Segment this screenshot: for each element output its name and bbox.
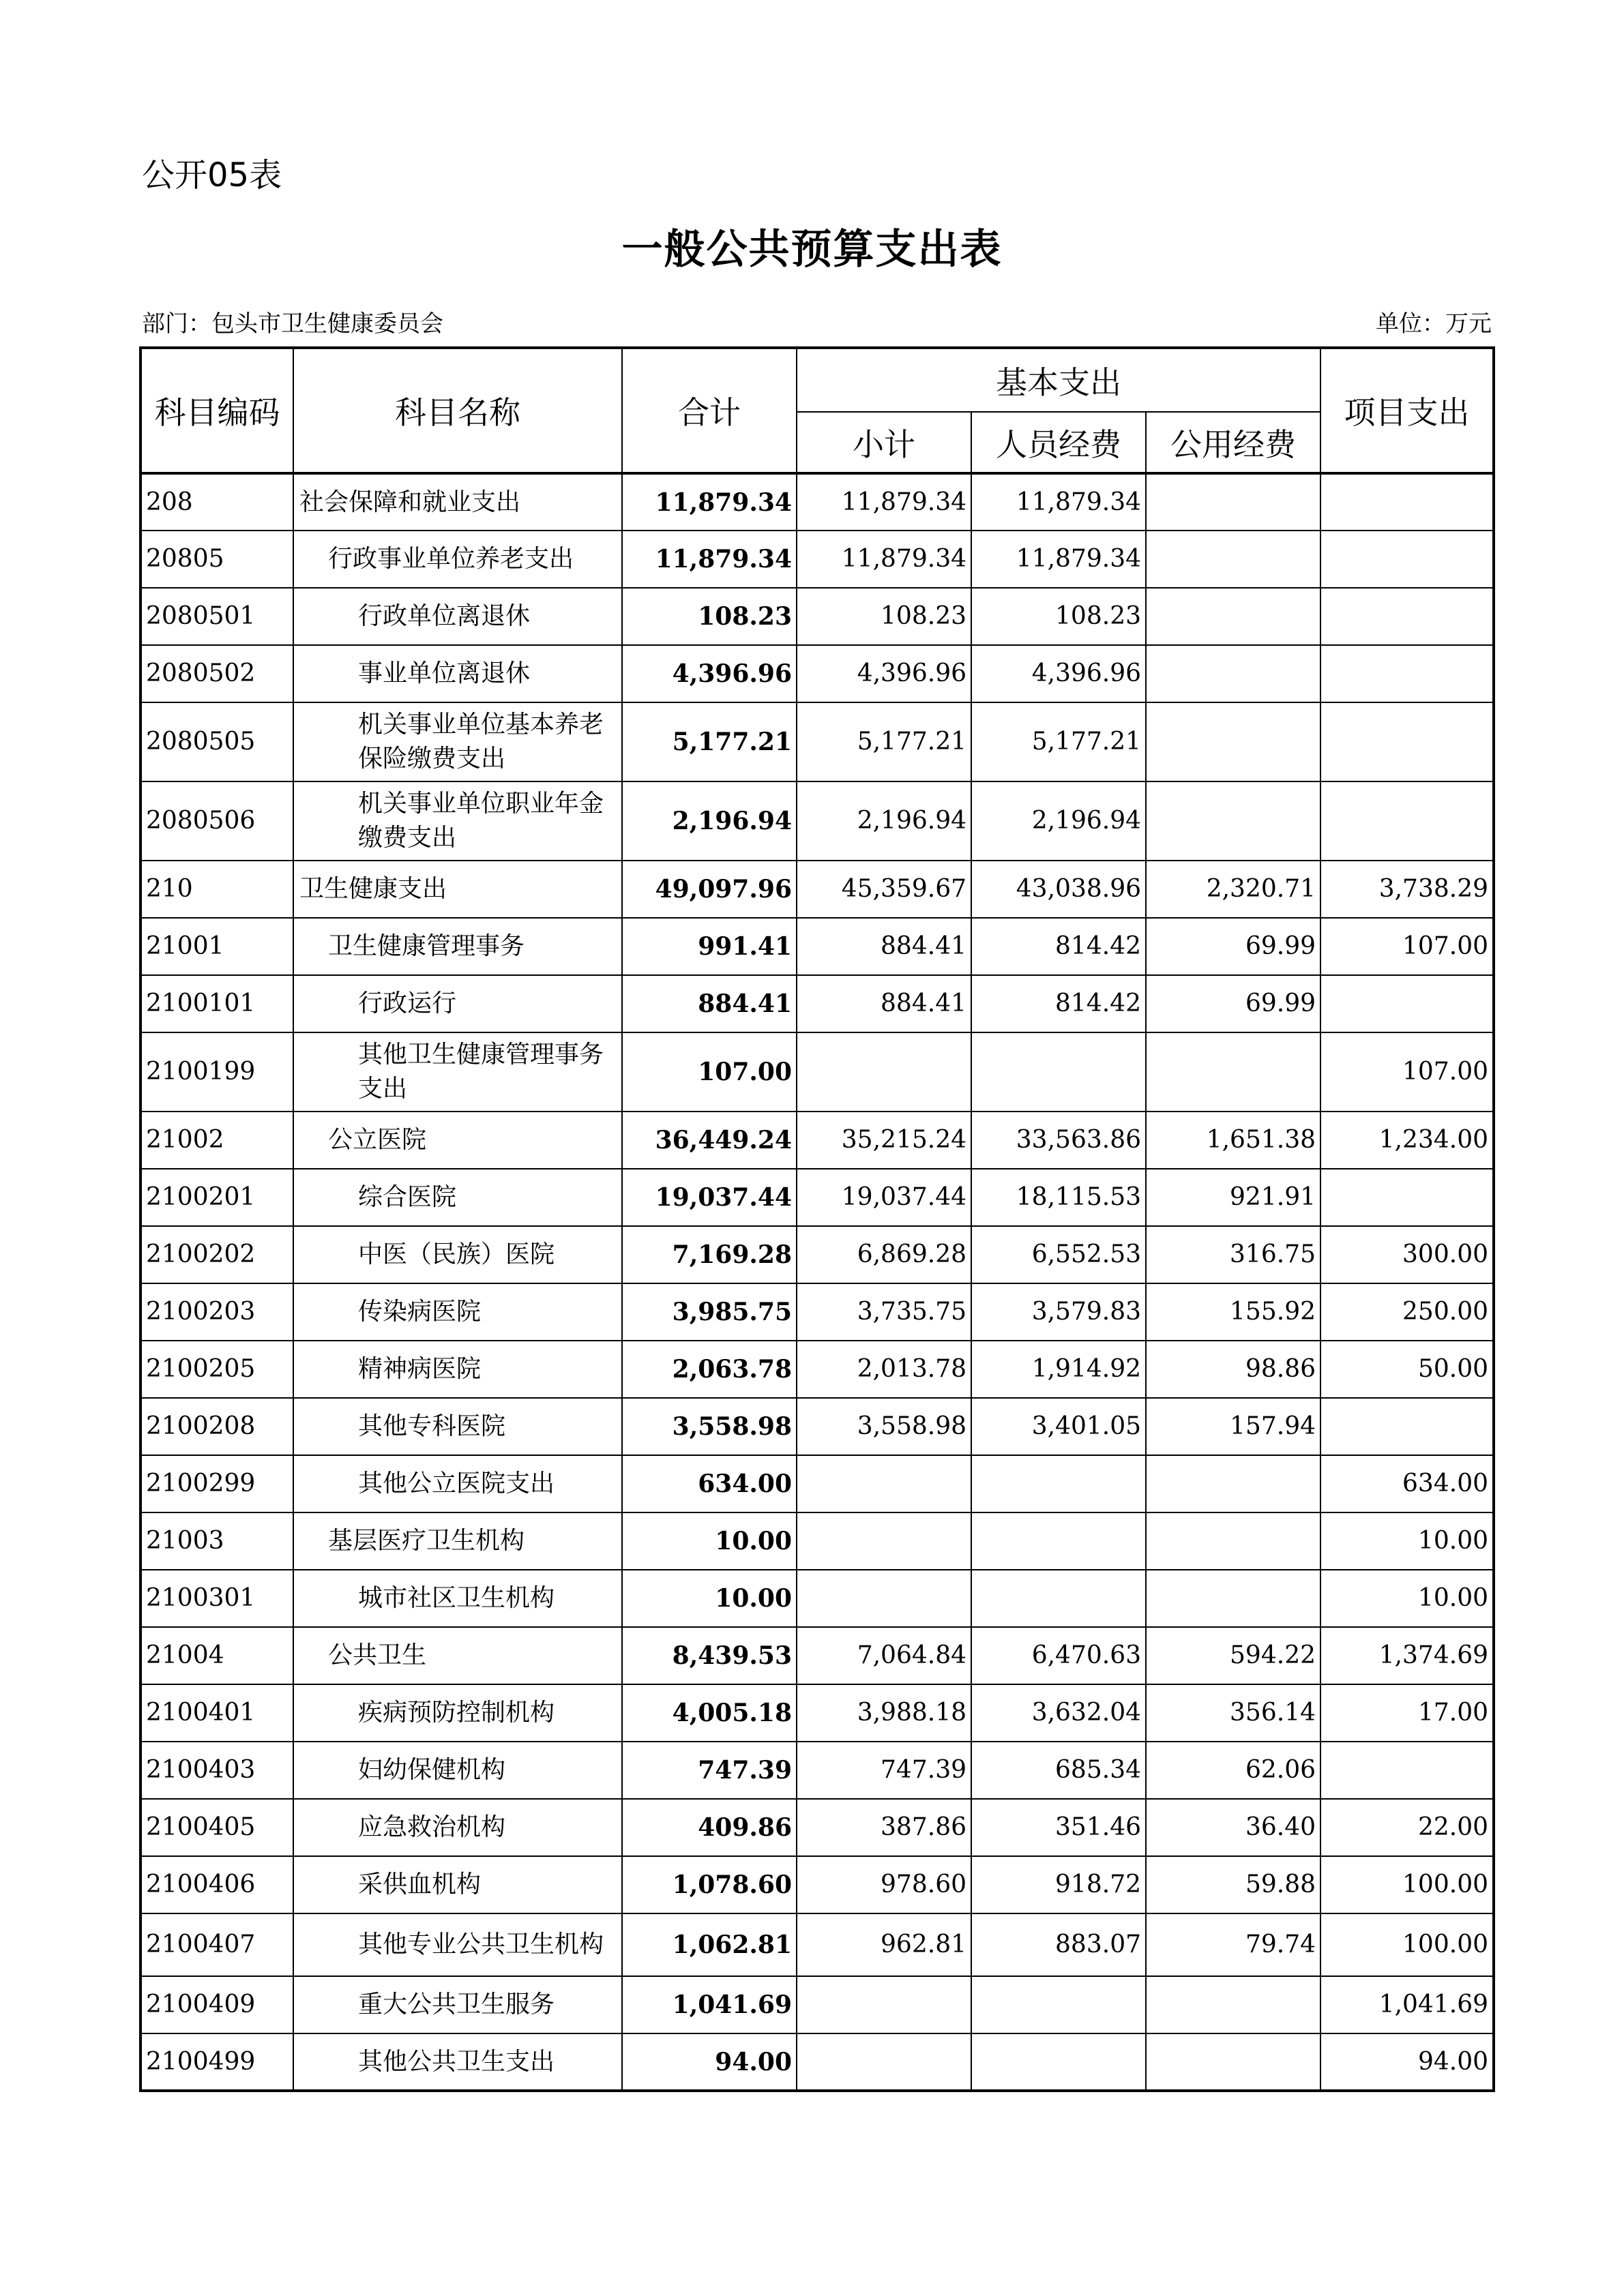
row-total: 747.39: [622, 1742, 797, 1799]
row-name: 传染病医院: [293, 1283, 622, 1341]
department-label: 部门：包头市卫生健康委员会: [142, 310, 443, 338]
row-project: 300.00: [1320, 1226, 1494, 1283]
row-project: [1320, 473, 1494, 531]
row-name: 事业单位离退休: [293, 645, 622, 702]
row-subtotal: 4,396.96: [797, 645, 971, 702]
row-project: [1320, 781, 1494, 861]
page-title: 一般公共预算支出表: [621, 226, 1003, 273]
row-subtotal: [797, 1512, 971, 1570]
budget-table: [139, 346, 1495, 2092]
row-subtotal: 962.81: [797, 1913, 971, 1976]
row-code: 2100199: [141, 1032, 293, 1112]
row-personnel: 814.42: [971, 975, 1146, 1032]
row-subtotal: 108.23: [797, 588, 971, 645]
row-code: 2080505: [141, 702, 293, 781]
row-total: 3,558.98: [622, 1398, 797, 1455]
row-public: 79.74: [1146, 1913, 1320, 1976]
row-total: 11,879.34: [622, 473, 797, 531]
row-project: [1320, 588, 1494, 645]
header-code: 科目编码: [141, 348, 293, 473]
table-row: [141, 1856, 1494, 1913]
row-subtotal: 19,037.44: [797, 1169, 971, 1226]
row-personnel: 814.42: [971, 918, 1146, 975]
row-public: [1146, 2033, 1320, 2091]
table-row: [141, 473, 1494, 531]
row-name: 卫生健康管理事务: [293, 918, 622, 975]
row-personnel: 918.72: [971, 1856, 1146, 1913]
row-personnel: 351.46: [971, 1799, 1146, 1856]
row-project: 17.00: [1320, 1684, 1494, 1742]
row-code: 2100205: [141, 1341, 293, 1398]
row-name: 公共卫生: [293, 1627, 622, 1684]
row-code: 210: [141, 861, 293, 918]
row-total: 10.00: [622, 1570, 797, 1627]
table-row: [141, 702, 1494, 781]
row-code: 2100301: [141, 1570, 293, 1627]
header-public: 公用经费: [1146, 412, 1320, 473]
table-row: [141, 588, 1494, 645]
row-public: [1146, 531, 1320, 588]
row-code: 208: [141, 473, 293, 531]
table-row: [141, 1455, 1494, 1512]
row-total: 634.00: [622, 1455, 797, 1512]
row-personnel: [971, 1032, 1146, 1112]
header-name: 科目名称: [293, 348, 622, 473]
row-total: 4,005.18: [622, 1684, 797, 1742]
table-row: [141, 1799, 1494, 1856]
row-code: 2100203: [141, 1283, 293, 1341]
row-subtotal: 884.41: [797, 975, 971, 1032]
row-project: [1320, 531, 1494, 588]
row-name: 城市社区卫生机构: [293, 1570, 622, 1627]
row-code: 2100405: [141, 1799, 293, 1856]
row-public: 59.88: [1146, 1856, 1320, 1913]
row-total: 19,037.44: [622, 1169, 797, 1226]
row-public: 157.94: [1146, 1398, 1320, 1455]
table-row: [141, 645, 1494, 702]
table-row: [141, 1627, 1494, 1684]
row-name: 其他专科医院: [293, 1398, 622, 1455]
table-row: [141, 2033, 1494, 2091]
row-subtotal: [797, 1570, 971, 1627]
header-total: 合计: [622, 348, 797, 473]
table-row: [141, 1032, 1494, 1112]
row-personnel: 4,396.96: [971, 645, 1146, 702]
row-total: 94.00: [622, 2033, 797, 2091]
row-name: 机关事业单位职业年金缴费支出: [293, 781, 622, 861]
row-total: 2,196.94: [622, 781, 797, 861]
unit-label: 单位：万元: [1376, 310, 1492, 338]
row-code: 2100202: [141, 1226, 293, 1283]
row-subtotal: [797, 1976, 971, 2033]
row-subtotal: 884.41: [797, 918, 971, 975]
row-code: 2080501: [141, 588, 293, 645]
row-name: 公立医院: [293, 1112, 622, 1169]
row-subtotal: 3,735.75: [797, 1283, 971, 1341]
row-public: 1,651.38: [1146, 1112, 1320, 1169]
row-name: 其他公共卫生支出: [293, 2033, 622, 2091]
row-code: 2100403: [141, 1742, 293, 1799]
row-project: 10.00: [1320, 1570, 1494, 1627]
row-public: 921.91: [1146, 1169, 1320, 1226]
row-personnel: 18,115.53: [971, 1169, 1146, 1226]
row-name: 其他专业公共卫生机构: [293, 1913, 622, 1976]
row-personnel: 2,196.94: [971, 781, 1146, 861]
row-name: 重大公共卫生服务: [293, 1976, 622, 2033]
row-project: 94.00: [1320, 2033, 1494, 2091]
row-subtotal: 45,359.67: [797, 861, 971, 918]
row-public: [1146, 1570, 1320, 1627]
row-public: 36.40: [1146, 1799, 1320, 1856]
row-subtotal: 747.39: [797, 1742, 971, 1799]
row-total: 409.86: [622, 1799, 797, 1856]
row-subtotal: 5,177.21: [797, 702, 971, 781]
header-personnel: 人员经费: [971, 412, 1146, 473]
row-code: 21004: [141, 1627, 293, 1684]
row-total: 884.41: [622, 975, 797, 1032]
row-personnel: 11,879.34: [971, 473, 1146, 531]
table-row: [141, 918, 1494, 975]
table-row: [141, 1742, 1494, 1799]
table-row: [141, 1169, 1494, 1226]
row-name: 采供血机构: [293, 1856, 622, 1913]
row-name: 综合医院: [293, 1169, 622, 1226]
row-total: 991.41: [622, 918, 797, 975]
row-name: 其他公立医院支出: [293, 1455, 622, 1512]
row-code: 2100407: [141, 1913, 293, 1976]
row-name: 行政运行: [293, 975, 622, 1032]
row-code: 2080502: [141, 645, 293, 702]
row-public: 69.99: [1146, 918, 1320, 975]
table-row: [141, 1684, 1494, 1742]
row-personnel: [971, 1976, 1146, 2033]
row-code: 20805: [141, 531, 293, 588]
row-total: 7,169.28: [622, 1226, 797, 1283]
row-public: 98.86: [1146, 1341, 1320, 1398]
row-personnel: 43,038.96: [971, 861, 1146, 918]
row-personnel: [971, 1455, 1146, 1512]
row-total: 10.00: [622, 1512, 797, 1570]
row-subtotal: 3,558.98: [797, 1398, 971, 1455]
row-project: 1,234.00: [1320, 1112, 1494, 1169]
row-personnel: 685.34: [971, 1742, 1146, 1799]
row-code: 2100201: [141, 1169, 293, 1226]
table-row: [141, 1512, 1494, 1570]
row-code: 2100409: [141, 1976, 293, 2033]
row-public: 2,320.71: [1146, 861, 1320, 918]
row-personnel: [971, 2033, 1146, 2091]
row-code: 2100299: [141, 1455, 293, 1512]
row-name: 精神病医院: [293, 1341, 622, 1398]
row-public: 356.14: [1146, 1684, 1320, 1742]
row-code: 21001: [141, 918, 293, 975]
row-personnel: 5,177.21: [971, 702, 1146, 781]
row-public: [1146, 781, 1320, 861]
row-personnel: [971, 1512, 1146, 1570]
row-project: [1320, 1169, 1494, 1226]
table-row: [141, 1913, 1494, 1976]
row-total: 4,396.96: [622, 645, 797, 702]
table-body: [141, 473, 1494, 2091]
row-total: 108.23: [622, 588, 797, 645]
row-total: 49,097.96: [622, 861, 797, 918]
row-public: 316.75: [1146, 1226, 1320, 1283]
row-project: 107.00: [1320, 918, 1494, 975]
table-row: [141, 1283, 1494, 1341]
row-project: 1,374.69: [1320, 1627, 1494, 1684]
row-project: [1320, 975, 1494, 1032]
row-total: 1,041.69: [622, 1976, 797, 2033]
row-total: 5,177.21: [622, 702, 797, 781]
row-project: 1,041.69: [1320, 1976, 1494, 2033]
row-public: [1146, 1976, 1320, 2033]
table-row: [141, 1976, 1494, 2033]
row-name: 其他卫生健康管理事务支出: [293, 1032, 622, 1112]
row-total: 1,062.81: [622, 1913, 797, 1976]
row-subtotal: 2,013.78: [797, 1341, 971, 1398]
row-personnel: 3,632.04: [971, 1684, 1146, 1742]
row-name: 社会保障和就业支出: [293, 473, 622, 531]
table-row: [141, 975, 1494, 1032]
row-subtotal: 2,196.94: [797, 781, 971, 861]
row-total: 2,063.78: [622, 1341, 797, 1398]
header-basic-expenditure: 基本支出: [797, 348, 1320, 412]
table-row: [141, 1341, 1494, 1398]
row-code: 2100101: [141, 975, 293, 1032]
row-subtotal: 6,869.28: [797, 1226, 971, 1283]
row-name: 卫生健康支出: [293, 861, 622, 918]
row-name: 基层医疗卫生机构: [293, 1512, 622, 1570]
row-public: [1146, 473, 1320, 531]
row-name: 应急救治机构: [293, 1799, 622, 1856]
row-subtotal: 11,879.34: [797, 531, 971, 588]
row-project: 100.00: [1320, 1856, 1494, 1913]
row-public: 155.92: [1146, 1283, 1320, 1341]
table-row: [141, 1112, 1494, 1169]
row-public: 69.99: [1146, 975, 1320, 1032]
row-public: [1146, 1455, 1320, 1512]
row-subtotal: 7,064.84: [797, 1627, 971, 1684]
row-personnel: 3,401.05: [971, 1398, 1146, 1455]
row-personnel: 3,579.83: [971, 1283, 1146, 1341]
row-subtotal: 387.86: [797, 1799, 971, 1856]
row-public: [1146, 588, 1320, 645]
row-public: [1146, 1512, 1320, 1570]
row-personnel: [971, 1570, 1146, 1627]
row-name: 机关事业单位基本养老保险缴费支出: [293, 702, 622, 781]
row-project: 634.00: [1320, 1455, 1494, 1512]
row-project: [1320, 702, 1494, 781]
table-row: [141, 781, 1494, 861]
row-personnel: 108.23: [971, 588, 1146, 645]
row-personnel: 883.07: [971, 1913, 1146, 1976]
row-subtotal: [797, 1455, 971, 1512]
table-row: [141, 861, 1494, 918]
row-code: 2080506: [141, 781, 293, 861]
row-subtotal: 35,215.24: [797, 1112, 971, 1169]
row-personnel: 1,914.92: [971, 1341, 1146, 1398]
row-project: 50.00: [1320, 1341, 1494, 1398]
row-name: 中医（民族）医院: [293, 1226, 622, 1283]
row-total: 107.00: [622, 1032, 797, 1112]
row-public: 594.22: [1146, 1627, 1320, 1684]
row-name: 行政单位离退休: [293, 588, 622, 645]
table-row: [141, 1570, 1494, 1627]
row-name: 行政事业单位养老支出: [293, 531, 622, 588]
row-project: 100.00: [1320, 1913, 1494, 1976]
row-subtotal: 3,988.18: [797, 1684, 971, 1742]
row-code: 2100406: [141, 1856, 293, 1913]
row-subtotal: [797, 1032, 971, 1112]
row-public: [1146, 645, 1320, 702]
row-subtotal: 11,879.34: [797, 473, 971, 531]
row-personnel: 6,552.53: [971, 1226, 1146, 1283]
row-subtotal: [797, 2033, 971, 2091]
row-project: [1320, 1742, 1494, 1799]
row-name: 疾病预防控制机构: [293, 1684, 622, 1742]
row-public: [1146, 1032, 1320, 1112]
row-total: 36,449.24: [622, 1112, 797, 1169]
row-project: 107.00: [1320, 1032, 1494, 1112]
row-code: 2100208: [141, 1398, 293, 1455]
row-personnel: 6,470.63: [971, 1627, 1146, 1684]
row-total: 11,879.34: [622, 531, 797, 588]
row-project: [1320, 645, 1494, 702]
header-project-expenditure: 项目支出: [1320, 348, 1494, 473]
row-project: [1320, 1398, 1494, 1455]
table-row: [141, 1398, 1494, 1455]
row-project: 10.00: [1320, 1512, 1494, 1570]
document-tag: 公开05表: [142, 156, 282, 194]
row-personnel: 33,563.86: [971, 1112, 1146, 1169]
row-public: [1146, 702, 1320, 781]
row-project: 22.00: [1320, 1799, 1494, 1856]
row-public: 62.06: [1146, 1742, 1320, 1799]
table-row: [141, 1226, 1494, 1283]
row-personnel: 11,879.34: [971, 531, 1146, 588]
row-project: 250.00: [1320, 1283, 1494, 1341]
row-code: 2100401: [141, 1684, 293, 1742]
row-total: 8,439.53: [622, 1627, 797, 1684]
row-subtotal: 978.60: [797, 1856, 971, 1913]
row-name: 妇幼保健机构: [293, 1742, 622, 1799]
row-code: 21003: [141, 1512, 293, 1570]
row-total: 1,078.60: [622, 1856, 797, 1913]
table-row: [141, 531, 1494, 588]
row-code: 2100499: [141, 2033, 293, 2091]
row-project: 3,738.29: [1320, 861, 1494, 918]
header-subtotal: 小计: [797, 412, 971, 473]
row-code: 21002: [141, 1112, 293, 1169]
row-total: 3,985.75: [622, 1283, 797, 1341]
